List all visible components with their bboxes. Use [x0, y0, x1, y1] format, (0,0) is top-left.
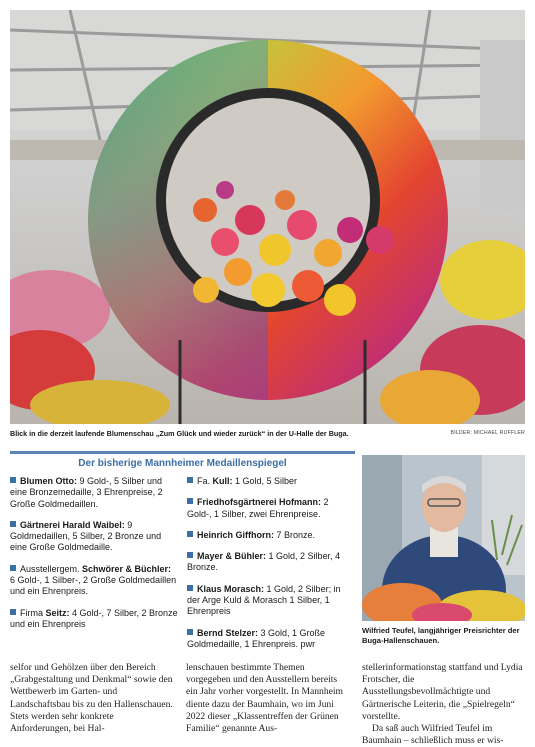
medal-text: 2 Gold-, 1 Silber, zwei Ehrenpreise. [187, 497, 329, 519]
medal-name: Gärtnerei Harald Waibel: [20, 519, 125, 530]
medal-entry [187, 584, 355, 618]
article-column-2: lenschauen bestimmte Themen vorgegeben und den Ausstellern bereits ein Jahr vorher vorgestellt. In Mannheim diente dazu der Baumhain, wo im Juni 2022 dieser „Klassentreffen der Grünen Familie“ genannte Aus- [186, 662, 344, 735]
medal-entry [10, 608, 178, 631]
medal-entry [187, 530, 355, 541]
medal-text: 6 Gold-, 1 Silber-, 2 Große Goldmedaillen und ein Ehrenpreis. [10, 575, 177, 597]
medal-entry [187, 628, 355, 651]
portrait-illustration [362, 455, 525, 621]
article-paragraph: stellerinformationstag stattfand und Lydia Frotscher, die Ausstellungsbevollmächtigte und Gärtnerische Leiterin, die „Spielregeln“ vorstellte. [362, 662, 523, 722]
medals-heading: Der bisherige Mannheimer Medaillenspiegel [78, 458, 287, 469]
medal-name: Mayer & Bühler: [197, 551, 267, 562]
bullet-square-icon [187, 552, 193, 558]
medal-text: 1 Gold, 5 Silber [232, 476, 298, 486]
medal-name: Blumen Otto: [20, 476, 77, 486]
medal-name: Seitz: [45, 607, 70, 618]
medals-column-right [187, 476, 355, 660]
medal-text: 1 Gold, 2 Silber; in der Arge Kuld & Morasch 1 Silber, 1 Ehrenpreis [187, 583, 341, 617]
medal-text: 3 Gold, 1 Große Goldmedaille, 1 Ehrenpreis. pwr [187, 627, 326, 649]
portrait-caption: Wilfried Teufel, langjähriger Preisrichter der Buga-Hallenschauen. [362, 626, 520, 645]
medal-name: Kull: [212, 476, 233, 486]
medal-name: Friedhofsgärtnerei Hofmann: [197, 497, 322, 508]
article-paragraph: Da saß auch Wilfried Teufel im Baumhain – schließlich muss er wis- [362, 723, 504, 747]
medal-text: 1 Gold, 2 Silber, 4 Bronze. [187, 551, 341, 573]
bullet-square-icon [187, 498, 193, 504]
medal-name: Schwörer & Büchler: [82, 563, 172, 574]
bullet-square-icon [10, 521, 16, 527]
medal-text: 4 Gold-, 7 Silber, 2 Bronze und ein Ehrenpreis [10, 607, 178, 629]
medal-entry [10, 564, 178, 598]
bullet-square-icon [187, 629, 193, 635]
medal-text: 7 Bronze. [274, 529, 316, 540]
flower-show-photo [10, 10, 525, 424]
photo-caption: Blick in die derzeit laufende Blumenschau „Zum Glück und wieder zurück“ in der U-Halle der Buga. [10, 429, 349, 438]
medal-name: Bernd Stelzer: [197, 627, 259, 638]
medal-entry [187, 476, 355, 487]
article-column-3 [362, 662, 527, 747]
medal-entry [187, 551, 355, 574]
article-column-1: selfor und Gehölzen über den Bereich „Grabgestaltung und Denkmal“ sowie den Wettbewerb im Garten- und Landschaftsbau bis zu den Hallenschauen. Stets werden sehr konkrete Anforderungen, bei Hal- [10, 662, 173, 735]
flower-show-illustration [10, 10, 525, 424]
medal-prefix: Ausstellergem. [20, 563, 83, 574]
medal-text: 9 Gold-, 5 Silber und eine Bronzemedaille, 3 Ehrenpreise, 2 Große Goldmedaillen. [10, 476, 163, 509]
portrait-photo [362, 455, 525, 621]
bullet-square-icon [10, 609, 16, 615]
medals-heading-bar [10, 451, 355, 472]
bullet-square-icon [10, 565, 16, 571]
medal-name: Klaus Morasch: [197, 583, 265, 594]
medals-column-left [10, 476, 178, 640]
bullet-square-icon [187, 531, 193, 537]
medal-entry [10, 520, 178, 554]
medal-entry [187, 497, 355, 520]
bullet-square-icon [187, 477, 193, 483]
medal-prefix: Firma [20, 607, 46, 618]
medal-text: 9 Goldmedaillen, 5 Silber, 2 Bronze und eine Große Goldmedaille. [10, 519, 162, 553]
medal-entry [10, 476, 178, 510]
medal-prefix: Fa. [197, 476, 213, 486]
bullet-square-icon [187, 585, 193, 591]
bullet-square-icon [10, 477, 16, 483]
photo-credit: BILDER: MICHAEL RUFFLER [450, 430, 525, 436]
medal-name: Heinrich Giffhorn: [197, 529, 274, 540]
